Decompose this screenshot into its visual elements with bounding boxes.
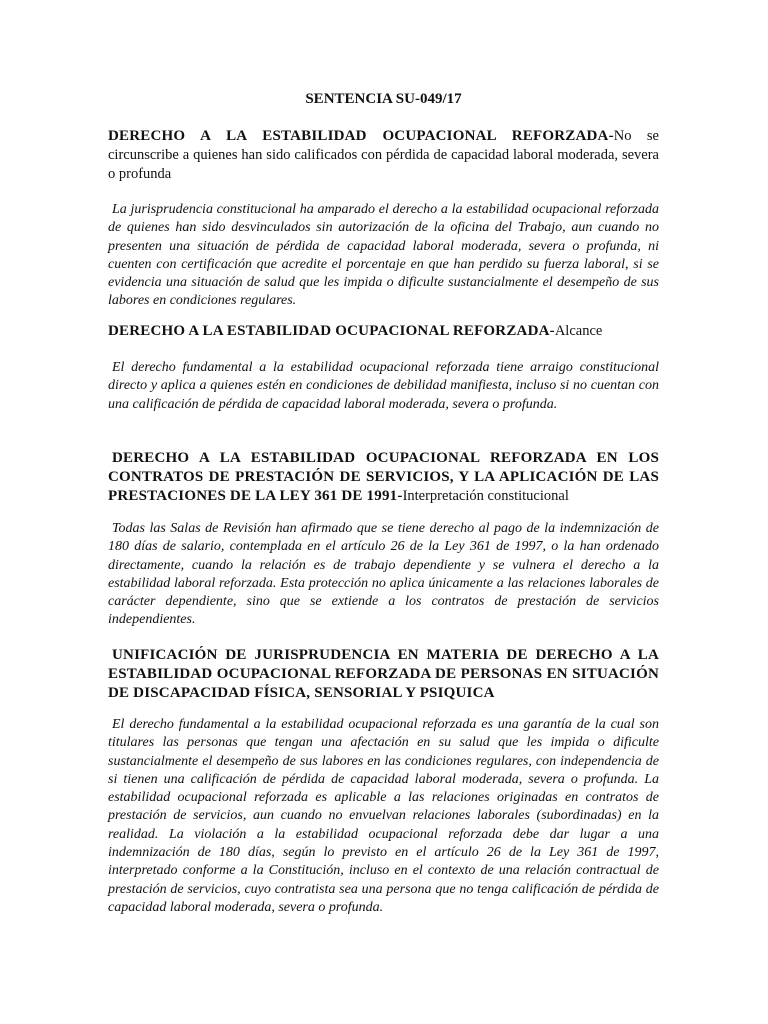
section-2-heading	[108, 322, 659, 341]
section-4-heading	[108, 646, 659, 703]
section-1-paragraph: La jurisprudencia constitucional ha amparado el derecho a la estabilidad ocupacional reforzada de quienes han sido desvinculados sin autorización de la oficina del Trabajo, aun cuando no presenten una situación de pérdida de capacidad laboral moderada, severa o profunda, ni cuenten con certificación que acredite el porcentaje en que han perdido su fuerza laboral, si se evidencia una situación de salud que les impida o dificulte sustancialmente el desempeño de sus labores en condiciones regulares.	[108, 202, 659, 309]
section-2-heading-bold: DERECHO A LA ESTABILIDAD OCUPACIONAL REFORZADA-	[108, 323, 555, 339]
section-1-heading	[108, 127, 659, 184]
section-1-heading-bold: DERECHO A LA ESTABILIDAD OCUPACIONAL REFORZADA-	[108, 128, 614, 144]
section-4-paragraph: El derecho fundamental a la estabilidad ocupacional reforzada es una garantía de la cual son titulares las personas que tengan una afectación en su salud que les impida o dificulte sustancialmente el desempeño de sus labores en las condiciones regulares, con independencia de si tienen una calificación de pérdida de capacidad laboral moderada, severa o profunda. La estabilidad ocupacional reforzada es aplicable a las relaciones originadas en contratos de prestación de servicios, aun cuando no envuelvan relaciones laborales (subordinadas) en la realidad. La violación a la estabilidad ocupacional reforzada debe dar lugar a una indemnización de 180 días, según lo previsto en el artículo 26 de la Ley 361 de 1997, interpretado conforme a la Constitución, incluso en el contexto de una relación contractual de prestación de servicios, cuyo contratista sea una persona que no tenga calificación de pérdida de capacidad laboral moderada, severa o profunda.	[108, 717, 659, 915]
section-3-heading-bold: DERECHO A LA ESTABILIDAD OCUPACIONAL REFORZADA EN LOS CONTRATOS DE PRESTACIÓN DE SERVICIOS, Y LA APLICACIÓN DE LAS PRESTACIONES DE LA LEY 361 DE 1991-	[108, 450, 659, 504]
section-4-heading-bold: UNIFICACIÓN DE JURISPRUDENCIA EN MATERIA DE DERECHO A LA ESTABILIDAD OCUPACIONAL REFORZADA DE PERSONAS EN SITUACIÓN DE DISCAPACIDAD FÍSICA, SENSORIAL Y PSIQUICA	[108, 647, 659, 701]
section-3-heading	[108, 449, 659, 506]
section-1-heading-rest: No se circunscribe a quienes han sido calificados con pérdida de capacidad laboral moderada, severa o profunda	[108, 128, 659, 182]
section-3-heading-rest: Interpretación constitucional	[402, 488, 569, 504]
section-2-heading-rest: Alcance	[554, 323, 603, 339]
section-2-paragraph: El derecho fundamental a la estabilidad ocupacional reforzada tiene arraigo constitucional directo y aplica a quienes estén en condiciones de debilidad manifiesta, incluso si no cuentan con una calificación de pérdida de capacidad laboral moderada, severa o profunda.	[108, 360, 659, 412]
document-title: SENTENCIA SU-049/17	[305, 91, 462, 107]
section-3-paragraph: Todas las Salas de Revisión han afirmado que se tiene derecho al pago de la indemnización de 180 días de salario, contemplada en el artículo 26 de la Ley 361 de 1997, o la han ordenado directamente, cuando la relación es de trabajo dependiente y se vulnera el derecho a la estabilidad laboral reforzada. Esta protección no aplica únicamente a las relaciones laborales de carácter dependiente, sino que se extiende a los contratos de prestación de servicios independientes.	[108, 521, 659, 628]
